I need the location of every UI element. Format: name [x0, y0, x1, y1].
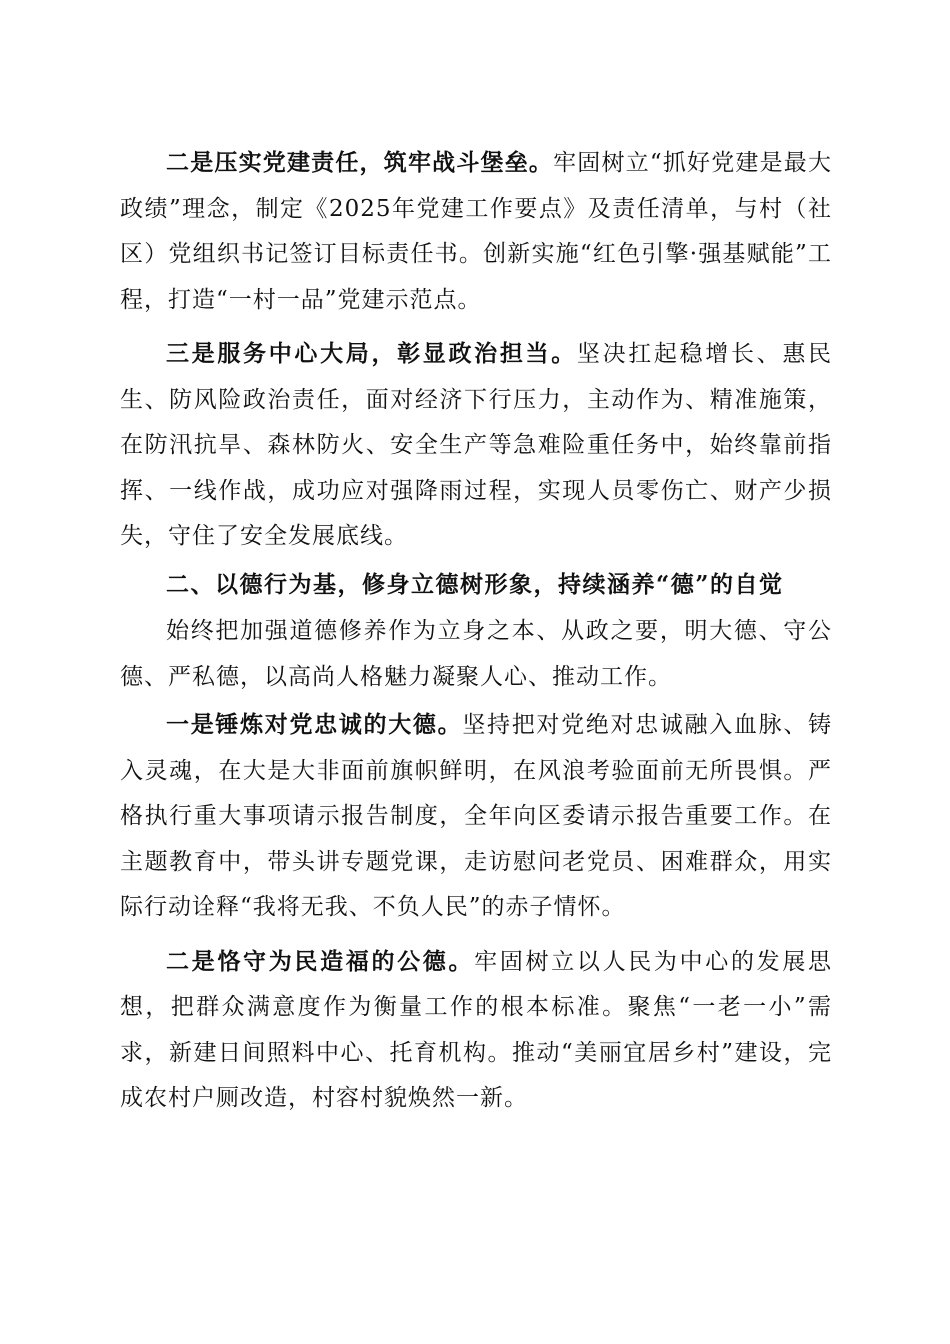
section-heading: 二、以德行为基，修身立德树形象，持续涵养“德”的自觉 — [166, 570, 784, 598]
section-intro: 始终把加强道德修养作为立身之本、从政之要，明大德、守公德、严私德，以高尚人格魅力凝聚人心、推动工作。 — [120, 618, 832, 690]
paragraph-lead: 二是压实党建责任，筑牢战斗堡垒。 — [166, 149, 554, 176]
paragraph-body: 坚持把对党绝对忠诚融入血脉、铸入灵魂，在大是大非面前旗帜鲜明，在风浪考验面前无所畏惧。严格执行重大事项请示报告制度，全年向区委请示报告重要工作。在主题教育中，带头讲专题党课，走访慰问老党员、困难群众，用实际行动诠释“我将无我、不负人民”的赤子情怀。 — [120, 712, 833, 920]
paragraph-public-virtue — [120, 939, 832, 1122]
paragraph-lead: 三是服务中心大局，彰显政治担当。 — [166, 340, 577, 367]
paragraph-lead: 二是恪守为民造福的公德。 — [166, 947, 475, 975]
paragraph-body: 牢固树立“抓好党建是最大政绩”理念，制定《2025年党建工作要点》及责任清单，与村（社区）党组织书记签订目标责任书。创新实施“红色引擎·强基赋能”工程，打造“一村一品”党建示范点。 — [120, 150, 833, 313]
document-page — [120, 140, 832, 1124]
paragraph-lead: 一是锤炼对党忠诚的大德。 — [166, 711, 463, 738]
paragraph-party-building-responsibility — [120, 140, 832, 323]
paragraph-loyalty-to-party — [120, 702, 832, 931]
paragraph-body: 坚决扛起稳增长、惠民生、防风险政治责任，面对经济下行压力，主动作为、精准施策，在防汛抗旱、森林防火、安全生产等急难险重任务中，始终靠前指挥、一线作战，成功应对强降雨过程，实现人员零伤亡、财产少损失，守住了安全发展底线。 — [120, 341, 833, 549]
paragraph-body: 牢固树立以人民为中心的发展思想，把群众满意度作为衡量工作的根本标准。聚焦“一老一小”需求，新建日间照料中心、托育机构。推动“美丽宜居乡村”建设，完成农村户厕改造，村容村貌焕然一新。 — [120, 948, 833, 1111]
paragraph-serve-overall-situation — [120, 331, 832, 560]
